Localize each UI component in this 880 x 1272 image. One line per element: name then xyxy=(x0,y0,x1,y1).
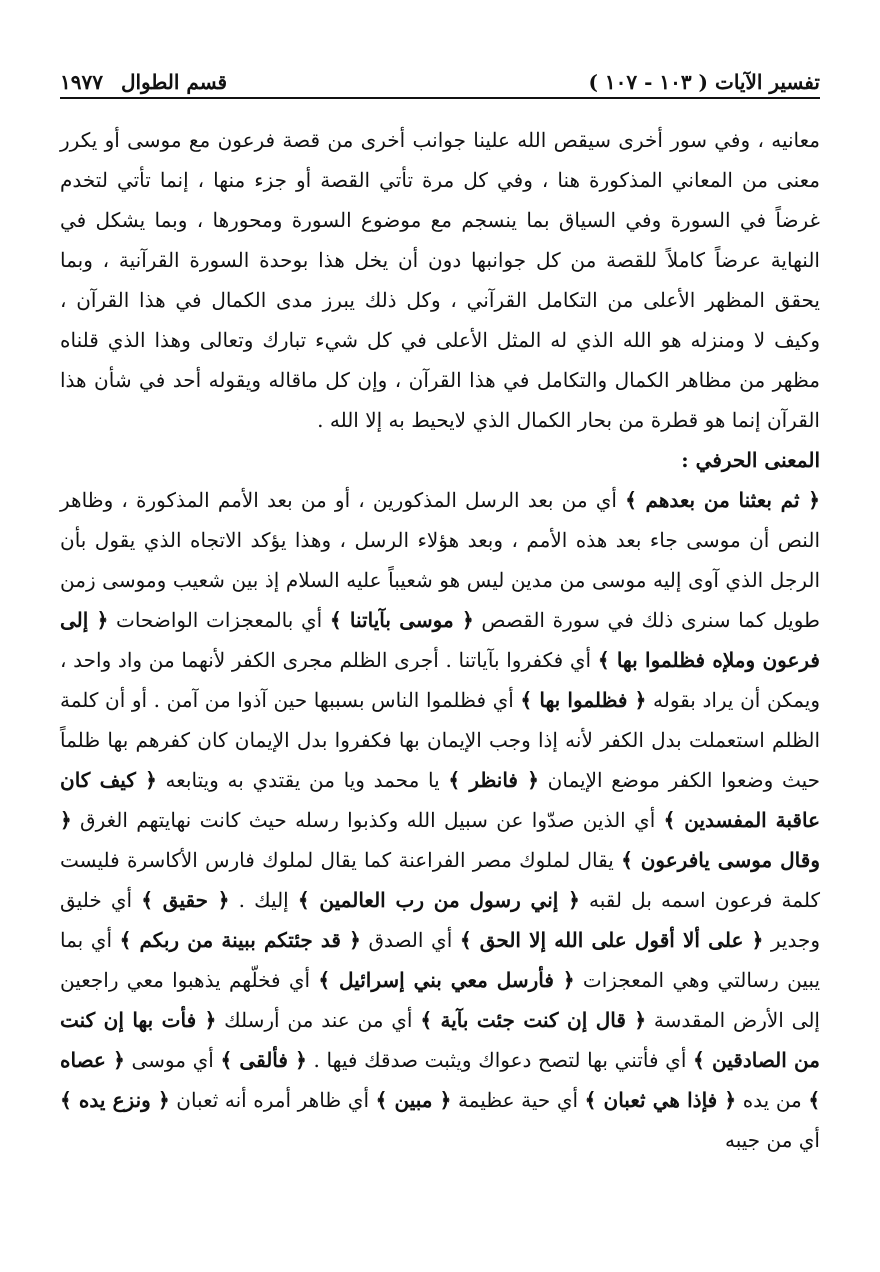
header-rule xyxy=(60,97,820,99)
commentary-text: أي فأتني بها لتصح دعواك ويثبت صدقك فيها . xyxy=(306,1048,694,1072)
quranic-verse: ﴿ حقيق ﴾ xyxy=(141,888,230,912)
page-number: ١٩٧٧ xyxy=(60,70,103,94)
quranic-verse: ﴿ ثم بعثنا من بعدهم ﴾ xyxy=(625,488,821,512)
meaning-paragraph xyxy=(60,480,820,1160)
quranic-verse: ﴿ كيف كان عاقبة المفسدين ﴾ xyxy=(60,768,821,832)
commentary-text: يقال لملوك مصر الفراعنة كما يقال لملوك فارس الأكاسرة فليست كلمة فرعون اسمه بل لقبه xyxy=(60,848,820,912)
header-title-group xyxy=(588,70,820,94)
quranic-verse: ﴿ إني رسول من رب العالمين ﴾ xyxy=(297,888,580,912)
quranic-verse: ﴿ فأت بها إن كنت من الصادقين ﴾ xyxy=(60,1008,820,1072)
quranic-verse: ﴿ فألقى ﴾ xyxy=(220,1048,307,1072)
quranic-verse: ﴿ وقال موسى يافرعون ﴾ xyxy=(60,808,820,872)
commentary-text: أي بما يبين رسالتي وهي المعجزات xyxy=(60,928,821,992)
commentary-text: أي من عند من أرسلك xyxy=(216,1008,421,1032)
commentary-text: أي فخلّهم يذهبوا معي راجعين إلى الأرض المقدسة xyxy=(60,968,820,1032)
commentary-text: إليك . xyxy=(229,888,298,912)
quranic-verse: ﴿ فانظر ﴾ xyxy=(448,768,539,792)
commentary-text: من يده xyxy=(736,1088,809,1112)
running-header xyxy=(60,60,820,94)
quranic-verse: ﴿ قد جئتكم ببينة من ربكم ﴾ xyxy=(119,928,361,952)
commentary-text: أي الذين صدّوا عن سبيل الله وكذبوا رسله حيث كانت نهايتهم الغرق xyxy=(71,808,664,832)
section-heading: المعنى الحرفي : xyxy=(681,448,820,472)
quranic-verse: ﴿ فأرسل معي بني إسرائيل ﴾ xyxy=(318,968,575,992)
quranic-verse: ﴿ على ألا أقول على الله إلا الحق ﴾ xyxy=(459,928,764,952)
header-section: قسم الطوال xyxy=(120,70,228,94)
quranic-verse: ﴿ فإذا هي ثعبان ﴾ xyxy=(584,1088,737,1112)
commentary-text: أي فظلموا الناس بسببها حين آذوا من آمن . أو أن كلمة الظلم استعملت بدل الكفر لأنه إذا وجب الإيمان بها فكفروا بدل الإيمان كان كفرهم بها ظلماً حيث وضعوا الكفر موضع الإيمان xyxy=(60,688,820,792)
commentary-text: أي الصدق xyxy=(360,928,460,952)
intro-paragraph: معانيه ، وفي سور أخرى سيقص الله علينا جوانب أخرى من قصة فرعون مع موسى أو يكرر معنى من المعاني المذكورة هنا ، وفي كل مرة تأتي القصة أو جزء منها ، إنما تأتي لتخدم غرضاً في السورة وفي السياق بما ينسجم مع موضوع السورة ومحورها ، وبما يشكل في النهاية عرضاً كاملاً للقصة من كل جوانبها دون أن يخل هذا بوحدة السورة القرآنية ، وبما يحقق المظهر الأعلى من التكامل القرآني ، وكل ذلك يبرز مدى الكمال في هذا القرآن ، وكيف لا ومنزله هو الله الذي له المثل الأعلى في كل شيء تبارك وتعالى وهذا الذي قلناه مظهر من مظاهر الكمال والتكامل في هذا القرآن ، وإن كل ماقاله ويقوله أحد في شأن هذا القرآن إنما هو قطرة من بحار الكمال الذي لايحيط به إلا الله . xyxy=(60,128,820,432)
header-verse-range: ( ١٠٣ - ١٠٧ ) xyxy=(588,70,709,94)
quranic-verse: ﴿ إلى فرعون وملإه فظلموا بها ﴾ xyxy=(60,608,820,672)
quranic-verse: ﴿ ونزع يده ﴾ xyxy=(60,1088,170,1112)
commentary-text: أي ظاهر أمره أنه ثعبان xyxy=(169,1088,376,1112)
header-section-group xyxy=(60,70,227,94)
quranic-verse: ﴿ موسى بآياتنا ﴾ xyxy=(329,608,474,632)
quranic-verse: ﴿ قال إن كنت جئت بآية ﴾ xyxy=(420,1008,647,1032)
quranic-verse: ﴿ فظلموا بها ﴾ xyxy=(520,688,647,712)
commentary-text: أي خليق وجدير xyxy=(60,888,820,952)
commentary-text: أي من بعد الرسل المذكورين ، أو من بعد الأمم المذكورة ، وظاهر النص أن موسى جاء بعد هذه الأمم ، وبعد هؤلاء الرسل ، وهذا يؤكد الاتجاه الذي يقول بأن الرجل الذي آوى إليه موسى من مدين ليس هو شعيباً عليه السلام إذ بين شعيب وموسى زمن طويل كما سنرى ذلك في سورة القصص xyxy=(60,488,820,632)
commentary-text: أي حية عظيمة xyxy=(451,1088,585,1112)
commentary-text: أي بالمعجزات الواضحات xyxy=(108,608,330,632)
commentary-text: أي موسى xyxy=(124,1048,221,1072)
commentary-text: يا محمد ويا من يقتدي به ويتابعه xyxy=(156,768,449,792)
commentary-text: أي من جيبه xyxy=(724,1128,820,1152)
quranic-verse: ﴿ عصاه ﴾ xyxy=(60,1048,821,1112)
page-body xyxy=(60,120,820,1160)
commentary-text: أي فكفروا بآياتنا . أجرى الظلم مجرى الكفر لأنهما من واد واحد ، ويمكن أن يراد بقوله xyxy=(60,648,821,712)
header-title: تفسير الآيات xyxy=(714,70,820,94)
quranic-verse: ﴿ مبين ﴾ xyxy=(375,1088,452,1112)
